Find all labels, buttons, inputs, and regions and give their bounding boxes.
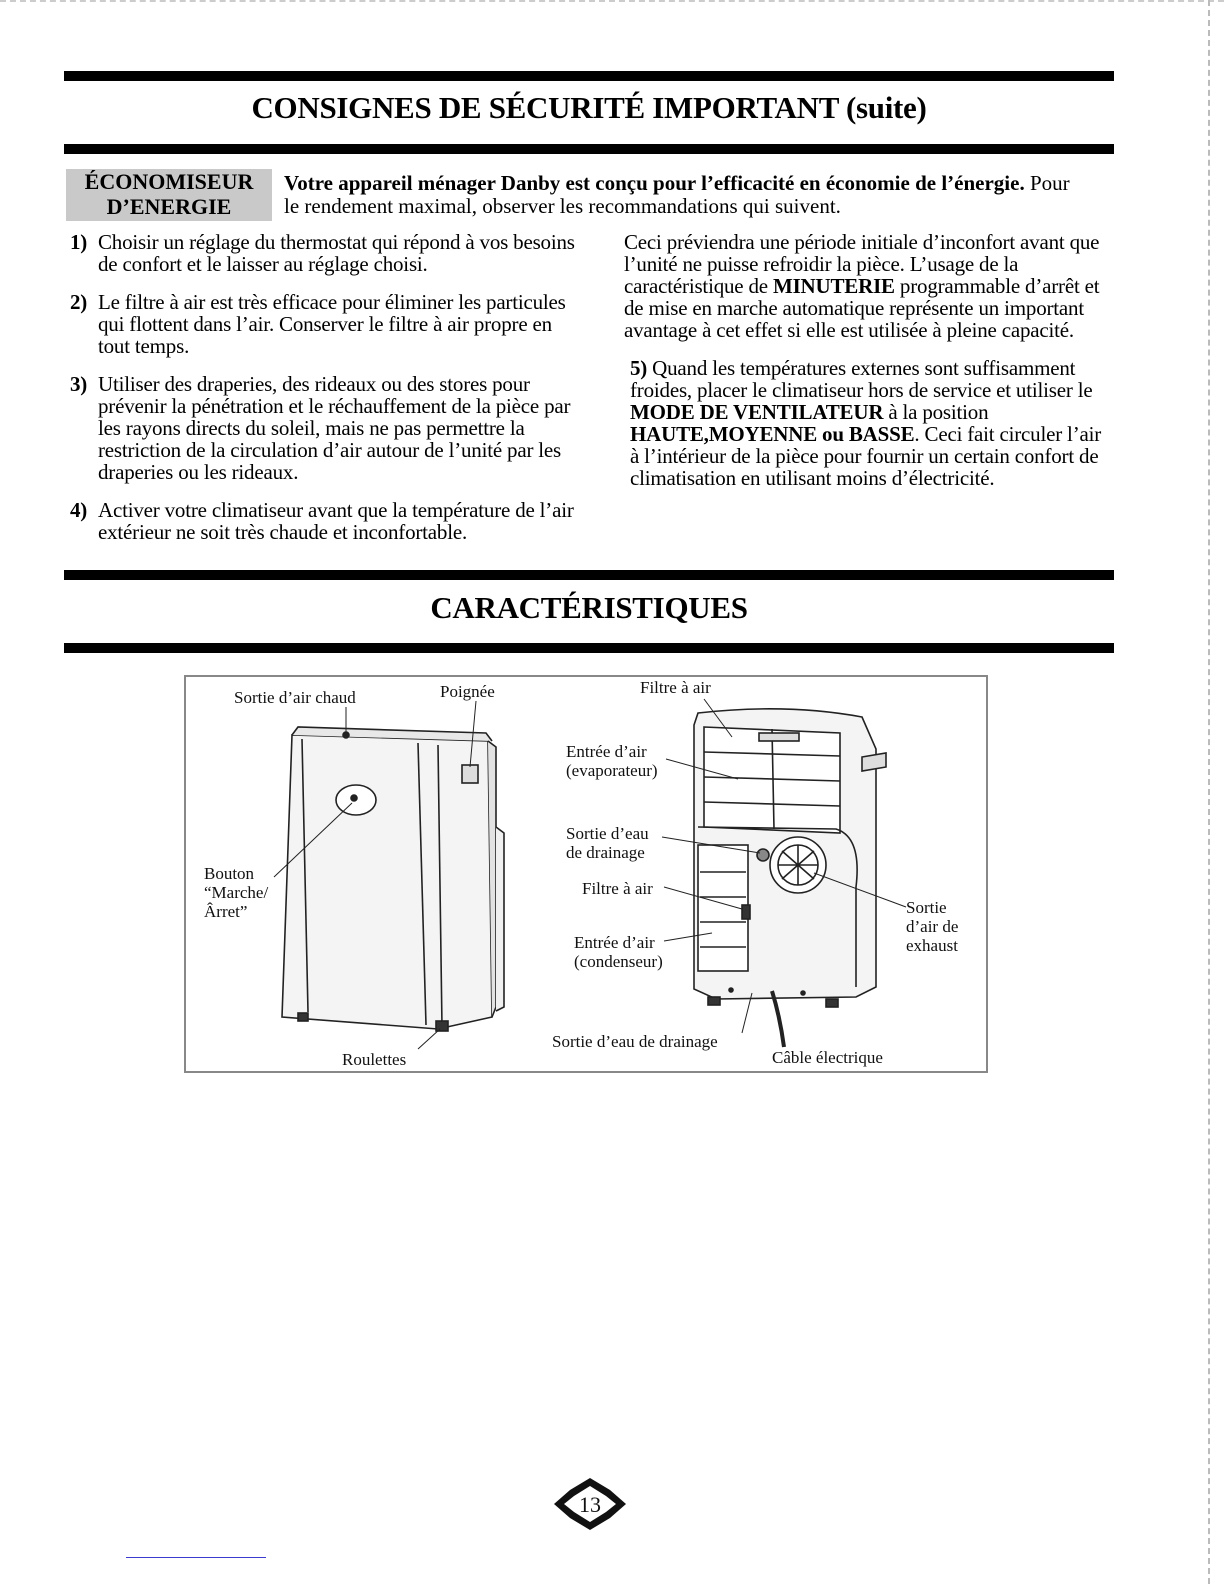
label-power-button-3: Ârret” [204, 902, 248, 921]
continuation-bold: MINUTERIE [772, 274, 895, 298]
item-text: Utiliser des draperies, des rideaux ou des stores pour prévenir la pénétration et le réchauffement de la pièce par les rayons directs du soleil, mais ne pas permettre la restriction de la circulation d’air autour de l’unité par les draperies ou les rideaux. [98, 372, 571, 484]
energy-intro-bold: Votre appareil ménager Danby est conçu pour l’efficacité en économie de l’énergie. [284, 171, 1025, 195]
continuation-pre: Ceci préviendra une période initiale d’inconfort avant que l’unité ne puisse refroidir la pièce. L’usage de la caractéristique de [624, 230, 1100, 298]
list-item [70, 231, 582, 275]
header-rule-bottom [64, 144, 1114, 154]
energy-intro [284, 172, 1084, 218]
recommendations-right-column [624, 231, 1114, 505]
item-text: Choisir un réglage du thermostat qui répond à vos besoins de confort et le laisser au réglage choisi. [98, 230, 575, 276]
label-condenser-inlet-1: Entrée d’air [574, 933, 655, 952]
features-rule-top [64, 570, 1114, 580]
energy-label-line2: D’ENERGIE [106, 194, 232, 219]
energy-label-line1: ÉCONOMISEUR [84, 169, 254, 194]
item5-bold-speeds: HAUTE,MOYENNE ou BASSE [630, 422, 915, 446]
section-title-features: CARACTÉRISTIQUES [430, 590, 748, 625]
item-number: 2) [70, 290, 88, 314]
page-number-emblem [552, 1476, 628, 1532]
label-hot-air-outlet: Sortie d’air chaud [234, 688, 356, 707]
label-evaporator-inlet-2: (evaporateur) [566, 761, 658, 780]
item5-text-post: . Ceci fait circuler l’air à l’intérieur de la pièce pour fournir un certain confort de climatisation en utilisant moins d’électricité. [630, 422, 1102, 490]
label-power-cable: Câble électrique [772, 1048, 883, 1067]
features-rule-bottom [64, 643, 1114, 653]
item5-bold-fan-mode: MODE DE VENTILATEUR [630, 400, 884, 424]
label-condenser-inlet-2: (condenseur) [574, 952, 663, 971]
air-conditioner-illustration [186, 677, 986, 1071]
label-casters: Roulettes [342, 1050, 407, 1069]
label-power-button-2: “Marche/ [204, 883, 269, 902]
item-text: Le filtre à air est très efficace pour éliminer les particules qui flottent dans l’air. Conserver le filtre à air propre en tout temps. [98, 290, 566, 358]
label-drain-outlet-bottom: Sortie d’eau de drainage [552, 1032, 718, 1051]
page-number: 13 [579, 1492, 601, 1517]
rear-unit [694, 709, 886, 1047]
top-dashed-border [0, 0, 1224, 2]
energy-saver-label [66, 169, 272, 221]
item-number: 1) [70, 230, 88, 254]
list-item-5 [624, 357, 1114, 489]
page-number-badge [552, 1476, 628, 1532]
label-handle: Poignée [440, 682, 495, 701]
label-exhaust-3: exhaust [906, 936, 958, 955]
section-title-safety: CONSIGNES DE SÉCURITÉ IMPORTANT (suite) [251, 90, 927, 125]
label-air-filter-top: Filtre à air [640, 678, 711, 697]
list-item [70, 291, 582, 357]
label-air-filter-lower: Filtre à air [582, 879, 653, 898]
label-drain-outlet-2: de drainage [566, 843, 645, 862]
item5-text-mid: à la position [888, 400, 989, 424]
list-item [70, 373, 582, 483]
continuation-paragraph [624, 231, 1114, 341]
item-number: 3) [70, 372, 88, 396]
label-power-button-1: Bouton [204, 864, 255, 883]
continuation-post: programmable d’arrêt et de mise en marche automatique représente un important avantage à cet effet si elle est utilisée à pleine capacité. [624, 274, 1100, 342]
label-drain-outlet-1: Sortie d’eau [566, 824, 649, 843]
footer-line [126, 1557, 266, 1558]
label-exhaust-1: Sortie [906, 898, 947, 917]
item-text: Activer votre climatiseur avant que la température de l’air extérieur ne soit très chaude et inconfortable. [98, 498, 574, 544]
right-dashed-border [1208, 0, 1210, 1584]
label-evaporator-inlet-1: Entrée d’air [566, 742, 647, 761]
label-exhaust-2: d’air de [906, 917, 959, 936]
list-item [70, 499, 582, 543]
item5-text-pre: Quand les températures externes sont suffisamment froides, placer le climatiseur hors de service et utiliser le [630, 356, 1093, 402]
front-unit [282, 727, 504, 1031]
features-diagram [184, 675, 988, 1073]
header-rule-top [64, 71, 1114, 81]
item-number: 4) [70, 498, 88, 522]
item-number: 5) [630, 356, 648, 380]
recommendations-left-column [70, 231, 582, 559]
energy-intro-rest: Pour le rendement maximal, observer les recommandations qui suivent. [284, 171, 1070, 218]
